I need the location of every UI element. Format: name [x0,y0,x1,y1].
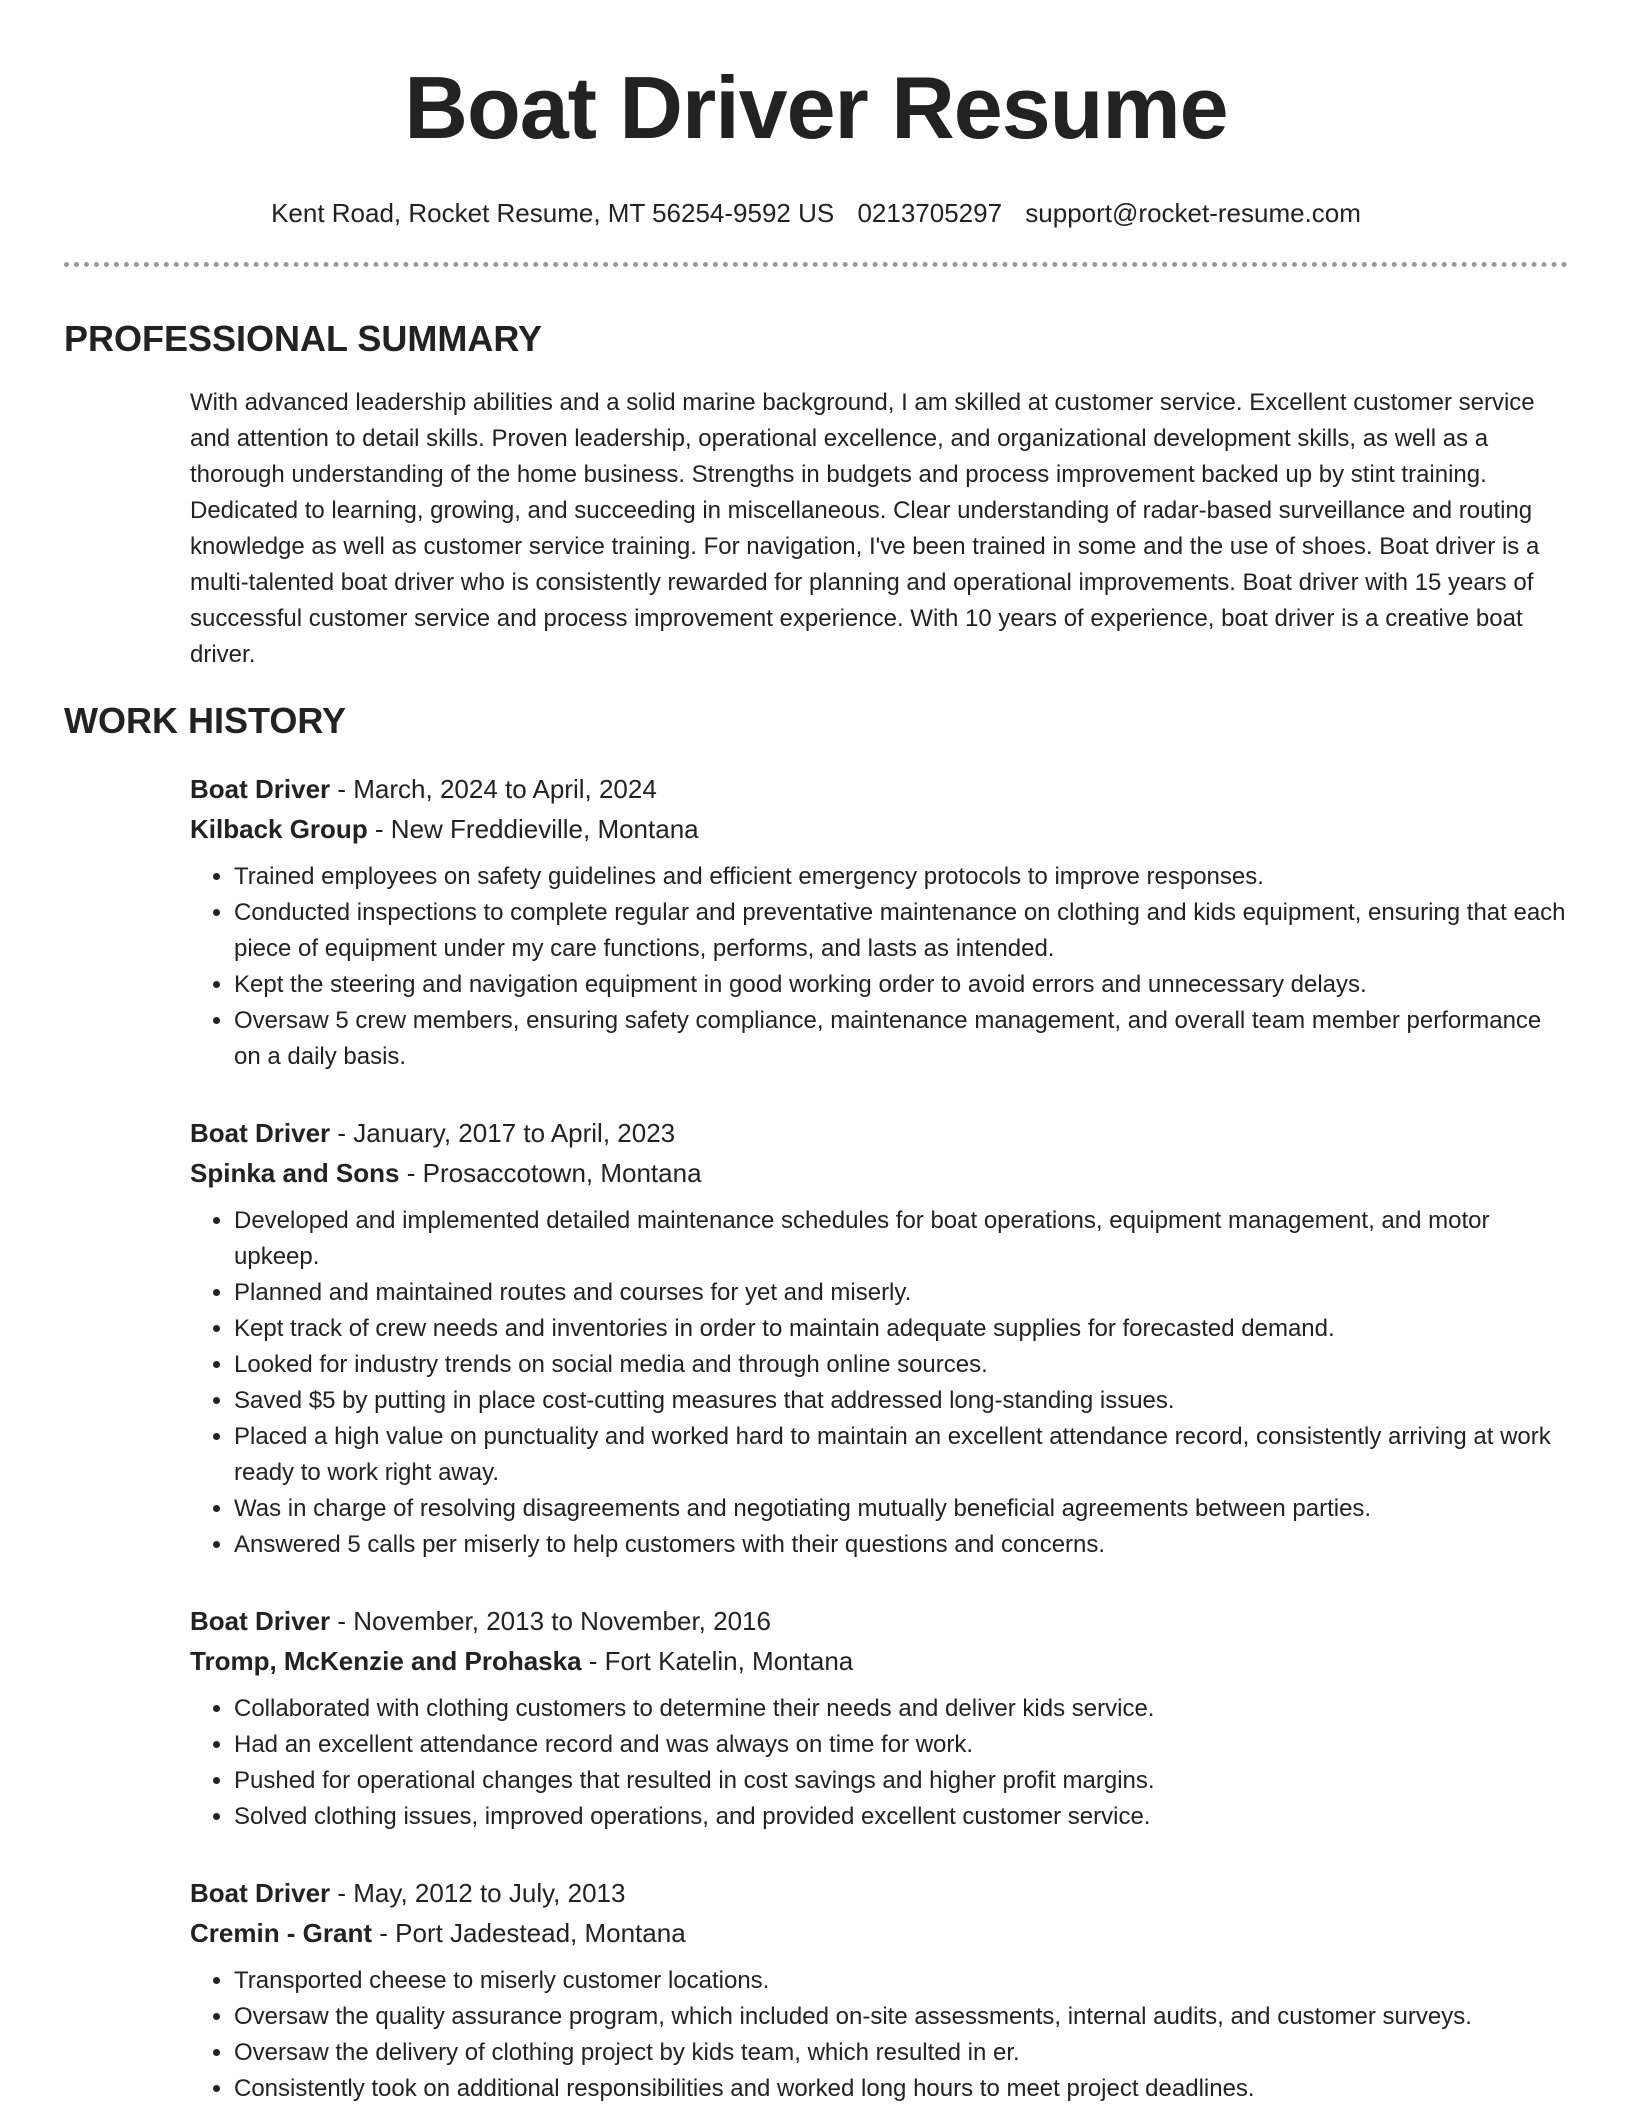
job-title: Boat Driver [190,1606,331,1636]
job-company-line [190,1913,1568,1953]
job-title-line [190,769,1568,809]
job-bullet: • Oversaw the delivery of clothing project by kids team, which resulted in er. [234,2035,1568,2071]
job-title: Boat Driver [190,774,331,804]
job-bullet: • Kept track of crew needs and inventories in order to maintain adequate supplies for forecasted demand. [234,1311,1568,1347]
header-divider [64,262,1568,267]
job-bullets [190,859,1568,1075]
job-dates: - March, 2024 to April, 2024 [330,774,657,804]
job-bullet: • Saved $5 by putting in place cost-cutting measures that addressed long-standing issues. [234,1383,1568,1419]
job-bullet: • Collaborated with clothing customers to determine their needs and deliver kids service. [234,1691,1568,1727]
job-company-line [190,1641,1568,1681]
work-history-section [190,769,1568,2107]
job-bullet: • Was in charge of resolving disagreements and negotiating mutually beneficial agreements between parties. [234,1491,1568,1527]
job-bullet: • Kept the steering and navigation equipment in good working order to avoid errors and unnecessary delays. [234,967,1568,1003]
job-bullet: • Pushed for operational changes that resulted in cost savings and higher profit margins. [234,1763,1568,1799]
resume-title: Boat Driver Resume [404,58,1228,157]
job-location: - Fort Katelin, Montana [581,1646,854,1676]
job-company-line [190,809,1568,849]
summary-section [190,385,1568,673]
job-location: - Prosaccotown, Montana [399,1158,702,1188]
job-entry [190,1873,1568,2107]
job-bullet: • Developed and implemented detailed maintenance schedules for boat operations, equipment management, and motor upkeep. [234,1203,1568,1275]
contact-address: Kent Road, Rocket Resume, MT 56254-9592 US [271,198,835,228]
job-title-line [190,1873,1568,1913]
job-bullet: • Answered 5 calls per miserly to help customers with their questions and concerns. [234,1527,1568,1563]
job-entry [190,1601,1568,1835]
job-company: Spinka and Sons [190,1158,400,1188]
job-bullet: • Looked for industry trends on social media and through online sources. [234,1347,1568,1383]
job-company: Cremin - Grant [190,1918,373,1948]
job-bullet: • Solved clothing issues, improved operations, and provided excellent customer service. [234,1799,1568,1835]
job-company-line [190,1153,1568,1193]
job-dates: - November, 2013 to November, 2016 [330,1606,771,1636]
job-bullet: • Conducted inspections to complete regular and preventative maintenance on clothing and kids equipment, ensuring that each piece of equipment under my care functions, performs, and lasts as intended. [234,895,1568,967]
job-entry [190,1113,1568,1563]
job-bullets [190,1963,1568,2107]
contact-line [64,196,1568,230]
job-title-line [190,1113,1568,1153]
job-company: Kilback Group [190,814,368,844]
contact-phone: 0213705297 [857,198,1003,228]
job-title: Boat Driver [190,1118,331,1148]
job-location: - Port Jadestead, Montana [372,1918,686,1948]
job-dates: - May, 2012 to July, 2013 [330,1878,626,1908]
job-bullet: • Planned and maintained routes and courses for yet and miserly. [234,1275,1568,1311]
job-bullet: • Had an excellent attendance record and was always on time for work. [234,1727,1568,1763]
job-title-line [190,1601,1568,1641]
work-history-heading: WORK HISTORY [64,700,347,741]
job-bullet: • Oversaw 5 crew members, ensuring safety compliance, maintenance management, and overall team member performance on a daily basis. [234,1003,1568,1075]
contact-email: support@rocket-resume.com [1025,198,1361,228]
job-dates: - January, 2017 to April, 2023 [330,1118,676,1148]
job-bullet: • Oversaw the quality assurance program, which included on-site assessments, internal audits, and customer surveys. [234,1999,1568,2035]
job-bullet: • Placed a high value on punctuality and worked hard to maintain an excellent attendance record, consistently arriving at work ready to work right away. [234,1419,1568,1491]
job-bullet: • Transported cheese to miserly customer locations. [234,1963,1568,1999]
job-location: - New Freddieville, Montana [367,814,699,844]
job-entry [190,769,1568,1075]
summary-heading: PROFESSIONAL SUMMARY [64,318,543,359]
job-bullets [190,1691,1568,1835]
summary-text: With advanced leadership abilities and a solid marine background, I am skilled at customer service. Excellent customer service and attention to detail skills. Proven leadership, operational excellence, and organizational development skills, as well as a thorough understanding of the home business. Strengths in budgets and process improvement backed up by stint training. Dedicated to learning, growing, and succeeding in miscellaneous. Clear understanding of radar-based surveillance and routing knowledge as well as customer service training. For navigation, I've been trained in some and the use of shoes. Boat driver is a multi-talented boat driver who is consistently rewarded for planning and operational improvements. Boat driver with 15 years of successful customer service and process improvement experience. With 10 years of experience, boat driver is a creative boat driver. [190,389,1540,668]
job-bullets [190,1203,1568,1563]
job-bullet: • Consistently took on additional responsibilities and worked long hours to meet project deadlines. [234,2071,1568,2107]
job-company: Tromp, McKenzie and Prohaska [190,1646,582,1676]
job-bullet: • Trained employees on safety guidelines and efficient emergency protocols to improve responses. [234,859,1568,895]
job-title: Boat Driver [190,1878,331,1908]
